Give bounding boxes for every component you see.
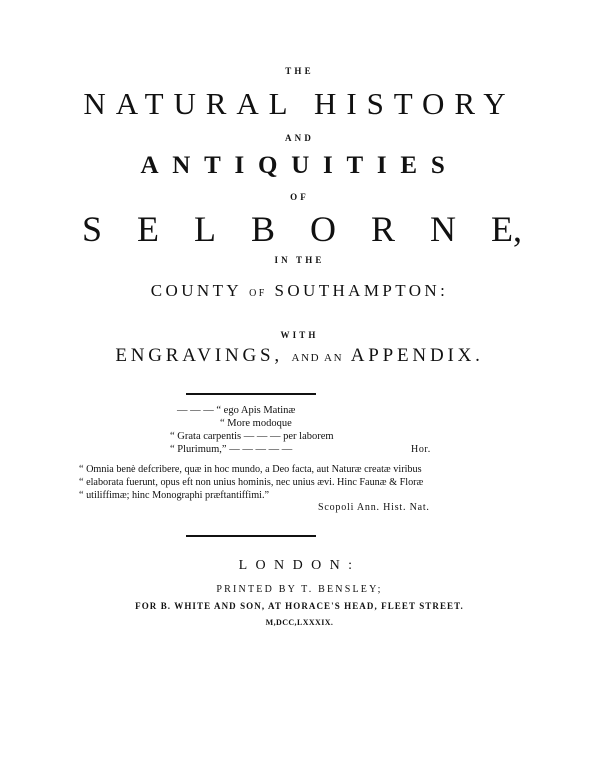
and-word: AND: [285, 133, 314, 143]
selborne-letter: S: [82, 209, 103, 249]
engravings-word: ENGRAVINGS,: [115, 345, 283, 366]
selborne-letter: B: [250, 209, 275, 249]
title-selborne: [82, 208, 522, 250]
selborne-letter: N: [429, 209, 456, 249]
of-word: OF: [290, 192, 309, 202]
quote-line: “ elaborata fuerunt, opus eft non unius hominis, nec unius ævi. Hinc Faunæ & Floræ: [79, 477, 424, 488]
selborne-letter: L: [194, 209, 216, 249]
engravings-line: [0, 345, 599, 367]
title-antiquities: ANTIQUITIES: [140, 152, 459, 179]
the-word: THE: [285, 66, 314, 76]
southampton-word: SOUTHAMPTON:: [274, 281, 449, 300]
divider-rule-top: [186, 393, 316, 395]
imprint-printer: PRINTED BY T. BENSLEY;: [216, 584, 383, 595]
divider-rule-bottom: [186, 535, 316, 537]
county-line: [0, 281, 599, 301]
quote-line: “ Omnia benè defcribere, quæ in hoc mundo, a Deo facta, aut Naturæ creatæ viribus: [79, 464, 422, 475]
appendix-word: APPENDIX.: [350, 345, 484, 366]
imprint-date: M,DCC,LXXXIX.: [265, 618, 334, 627]
quote-line: “ utiliffimæ; hinc Monographi præftantiffimi.”: [79, 490, 270, 501]
verse-line: “ More modoque: [220, 418, 292, 429]
with-word: WITH: [280, 330, 319, 340]
selborne-letter: O: [309, 209, 336, 249]
imprint-publisher: FOR B. WHITE AND SON, AT HORACE'S HEAD, FLEET STREET.: [135, 601, 464, 611]
county-of-word: OF: [249, 288, 267, 299]
and-an-words: AND AN: [291, 352, 344, 364]
in-the-words: IN THE: [274, 255, 325, 265]
selborne-letter: E: [137, 209, 160, 249]
verse-line: “ Grata carpentis — — — per laborem: [170, 431, 334, 442]
selborne-letter: E,: [490, 209, 522, 249]
latin-quote: [79, 463, 479, 502]
verse-attribution: Hor.: [411, 444, 431, 455]
quote-attribution: Scopoli Ann. Hist. Nat.: [318, 502, 430, 513]
selborne-letter: R: [370, 209, 395, 249]
county-word: COUNTY: [150, 281, 242, 300]
title-natural-history: NATURAL HISTORY: [83, 86, 516, 121]
verse-line: “ Plurimum,” — — — — —: [170, 444, 293, 455]
imprint-city: LONDON:: [238, 558, 361, 573]
verse-line: — — — “ ego Apis Matinæ: [177, 405, 296, 416]
